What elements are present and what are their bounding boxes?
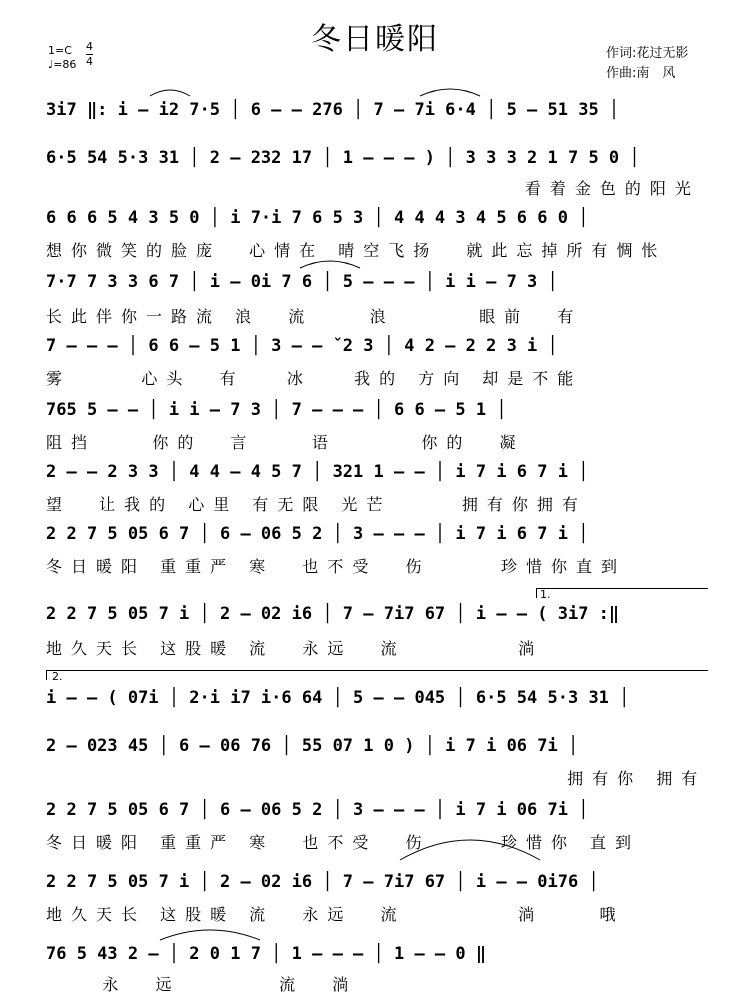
notation-line: 7 – – – │ 6 6 – 5 1 │ 3 – – ˇ2 3 │ 4 2 – 2 2 3 i │ [46,336,558,356]
notation-line: 2 – 023 45 │ 6 – 06 76 │ 55 07 1 0 ) │ i 7 i 06 7i │ [46,736,579,756]
volta-bracket-1-edge [536,588,537,598]
volta-bracket-2-edge [46,670,47,680]
lyric-line: 拥有你 拥有 [46,769,707,788]
volta-label-2: 2. [52,670,63,683]
notation-line: 2 2 7 5 05 6 7 │ 6 – 06 5 2 │ 3 – – – │ i 7 i 6 7 i │ [46,524,589,544]
lyric-line: 望 让我的 心里 有无限 光芒 拥有你拥有 [46,495,587,514]
lyric-line: 冬日暖阳 重重严 寒 也不受 伤 珍惜你 直到 [46,833,641,852]
song-title: 冬日暖阳 [311,22,439,57]
lyric-line: 想你微笑的脸庞 心情在 晴空飞扬 就此忘掉所有惆怅 [46,241,667,260]
section-divider [46,670,708,671]
slur [160,930,260,940]
lyric-line: 雾 心头 有 冰 我的 方向 却是不能 [46,369,583,388]
volta-label-1: 1. [540,588,551,601]
time-bottom: 4 [86,55,93,68]
notation-line: 2 2 7 5 05 7 i │ 2 – 02 i6 │ 7 – 7i7 67 │ i – – 0i76 │ [46,872,599,892]
lyric-line: 冬日暖阳 重重严 寒 也不受 伤 珍惜你直到 [46,557,626,576]
lyric-line: 地久天长 这股暖 流 永远 流 淌 [46,639,544,658]
notation-line: 6 6 6 5 4 3 5 0 │ i 7·i 7 6 5 3 │ 4 4 4 3 4 5 6 6 0 │ [46,208,589,228]
lyric-line: 地久天长 这股暖 流 永远 流 淌 哦 [46,905,625,924]
composer-credit: 作曲:南 风 [606,66,676,81]
volta-bracket-1 [536,588,708,589]
slur [420,89,480,96]
lyric-line: 看着金色的阳光 [46,179,700,198]
notation-line: 2 2 7 5 05 6 7 │ 6 – 06 5 2 │ 3 – – – │ i 7 i 06 7i │ [46,800,589,820]
key-signature [48,44,76,72]
notation-line: 76 5 43 2 – │ 2 0 1 7 │ 1 – – – │ 1 – – 0 ‖ [46,944,487,964]
notation-line: 6·5 54 5·3 31 │ 2 – 232 17 │ 1 – – – ) │ 3 3 3 2 1 7 5 0 │ [46,148,640,168]
time-signature [86,40,93,69]
lyricist-credit: 作词:花过无影 [606,46,689,61]
tempo-label: ♩=86 [48,58,77,71]
credits [606,44,688,84]
notation-line: 7·7 7 3 3 6 7 │ i – 0i 7 6 │ 5 – – – │ i i – 7 3 │ [46,272,558,292]
notation-line: 765 5 – – │ i i – 7 3 │ 7 – – – │ 6 6 – 5 1 │ [46,400,507,420]
notation-line: 3i7 ‖: i – i2 7·5 │ 6 – – 276 │ 7 – 7i 6·4 │ 5 – 51 35 │ [46,100,620,120]
lyric-line: 长此伴你一路流 浪 流 浪 眼前 有 [46,307,583,326]
notation-line: 2 – – 2 3 3 │ 4 4 – 4 5 7 │ 321 1 – – │ i 7 i 6 7 i │ [46,462,589,482]
key-label: 1=C [48,44,72,57]
slur [150,90,190,96]
notation-line: 2 2 7 5 05 7 i │ 2 – 02 i6 │ 7 – 7i7 67 │ i – – ( 3i7 :‖ [46,604,620,624]
lyric-line: 永 远 流 淌 [46,975,358,994]
slur [300,261,360,268]
time-top: 4 [86,40,93,53]
lyric-line: 阻挡 你的 言 语 你的 凝 [46,433,525,452]
notation-line: i – – ( 07i │ 2·i i7 i·6 64 │ 5 – – 045 │ 6·5 54 5·3 31 │ [46,688,630,708]
